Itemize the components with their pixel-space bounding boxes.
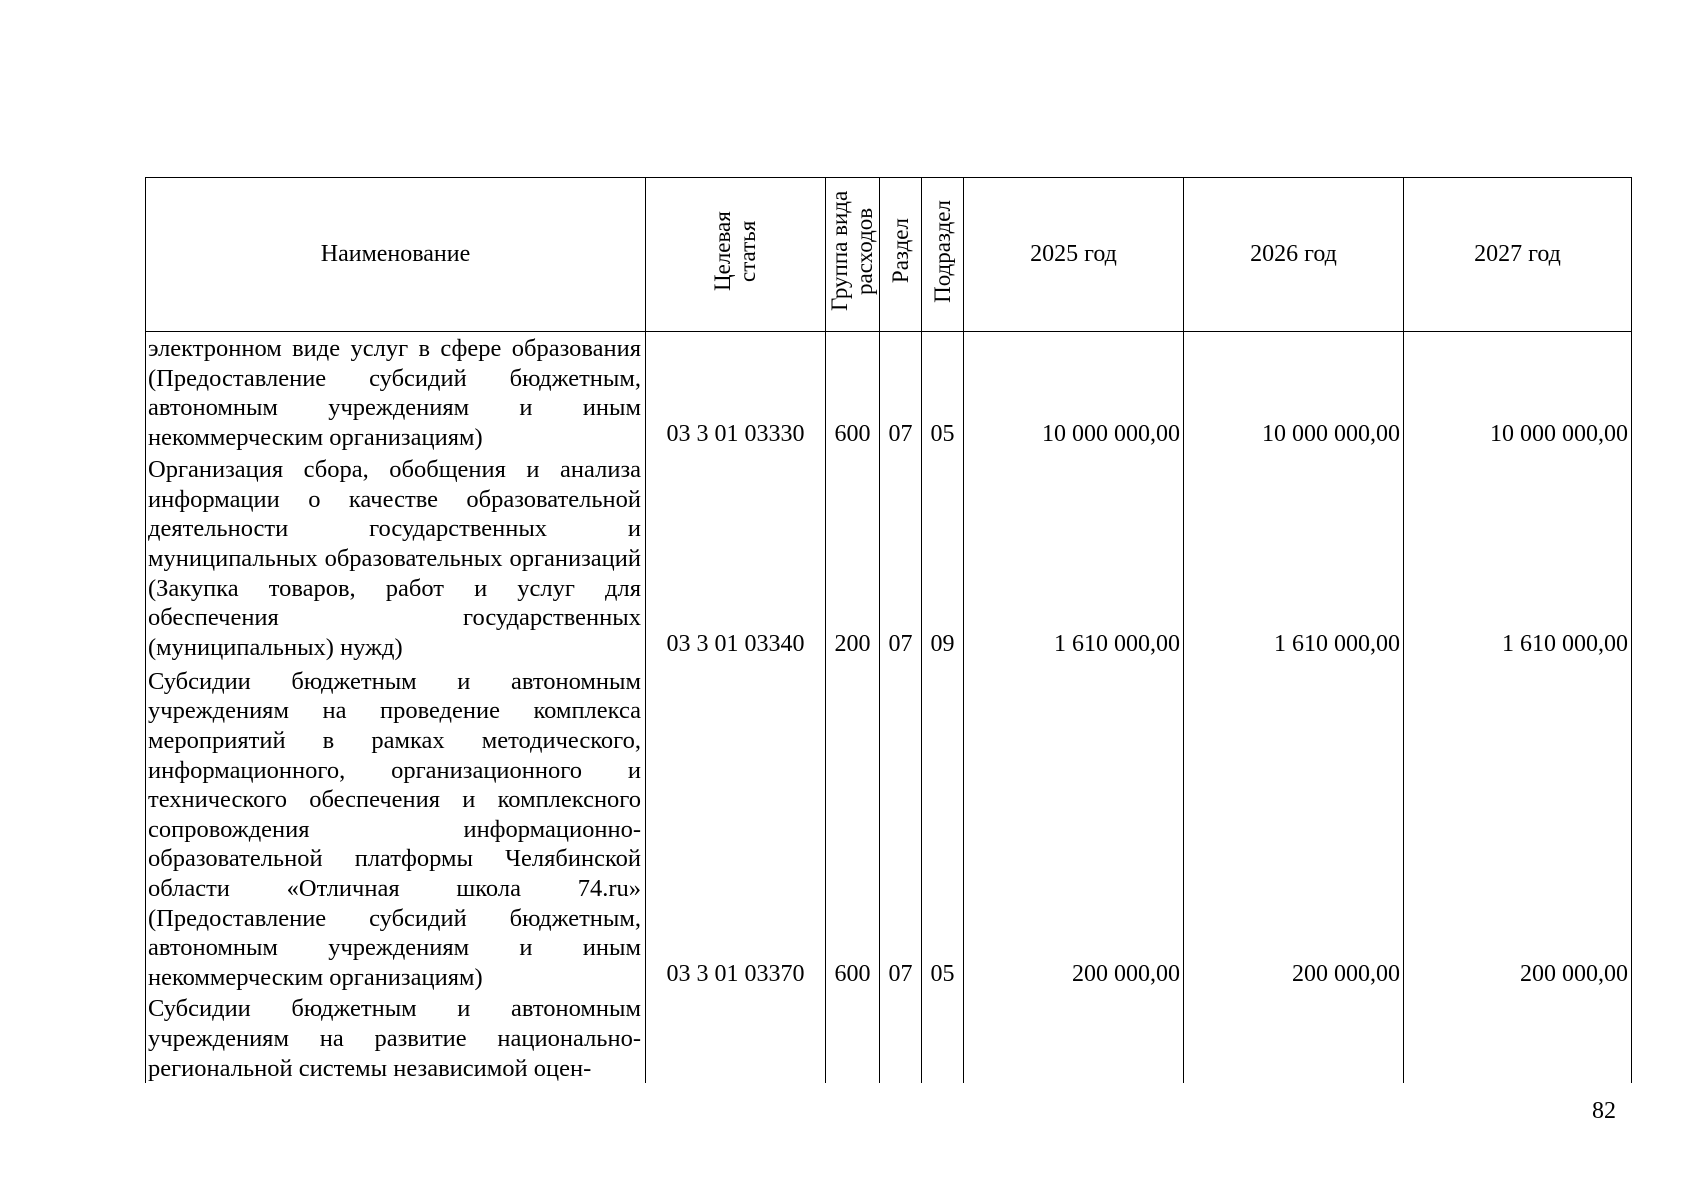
header-name: Наименование: [146, 178, 646, 332]
table-row: [146, 332, 1632, 453]
row-amount-2025: 200 000,00: [964, 662, 1184, 992]
table-header-row: [146, 178, 1632, 332]
row-section: 07: [880, 332, 922, 453]
page-number: 82: [1592, 1098, 1616, 1124]
header-year-2026: 2026 год: [1184, 178, 1404, 332]
row-target-article: 03 3 01 03370: [646, 662, 826, 992]
header-section: Раздел: [880, 178, 922, 332]
row-amount-2026: [1184, 992, 1404, 1083]
row-section: 07: [880, 452, 922, 662]
row-name: Организация сбора, обобщения и анализа информации о качестве образовательной деятельности государственных и муниципальных образовательных организаций (Закупка товаров, работ и услуг для обеспечения государственных (муниципальных) нужд): [146, 452, 646, 662]
row-subsection: 05: [922, 332, 964, 453]
row-target-article: 03 3 01 03330: [646, 332, 826, 453]
row-amount-2025: 10 000 000,00: [964, 332, 1184, 453]
header-target-article: Целевая статья: [646, 178, 826, 332]
row-amount-2026: 10 000 000,00: [1184, 332, 1404, 453]
row-amount-2027: 200 000,00: [1404, 662, 1632, 992]
row-expense-group: 200: [826, 452, 880, 662]
row-subsection: 05: [922, 662, 964, 992]
row-target-article: [646, 992, 826, 1083]
row-name: электронном виде услуг в сфере образования (Предоставление субсидий бюджетным, автономным учреждениям и иным некоммерческим организациям): [146, 332, 646, 453]
header-year-2025: 2025 год: [964, 178, 1184, 332]
header-expense-group: Группа вида расходов: [826, 178, 880, 332]
row-section: [880, 992, 922, 1083]
row-subsection: 09: [922, 452, 964, 662]
row-subsection: [922, 992, 964, 1083]
table-row: [146, 662, 1632, 992]
row-section: 07: [880, 662, 922, 992]
row-amount-2025: [964, 992, 1184, 1083]
row-amount-2027: [1404, 992, 1632, 1083]
header-subsection: Подраздел: [922, 178, 964, 332]
row-amount-2026: 1 610 000,00: [1184, 452, 1404, 662]
row-amount-2027: 1 610 000,00: [1404, 452, 1632, 662]
row-expense-group: 600: [826, 332, 880, 453]
table-row: [146, 452, 1632, 662]
row-amount-2027: 10 000 000,00: [1404, 332, 1632, 453]
row-amount-2026: 200 000,00: [1184, 662, 1404, 992]
table-row: [146, 992, 1632, 1083]
row-target-article: 03 3 01 03340: [646, 452, 826, 662]
row-name: Субсидии бюджетным и автономным учреждениям на проведение комплекса мероприятий в рамках методического, информационного, организационного и технического обеспечения и комплексного сопровождения информационно-образовательной платформы Челябинской области «Отличная школа 74.ru» (Предоставление субсидий бюджетным, автономным учреждениям и иным некоммерческим организациям): [146, 662, 646, 992]
row-expense-group: 600: [826, 662, 880, 992]
row-expense-group: [826, 992, 880, 1083]
header-year-2027: 2027 год: [1404, 178, 1632, 332]
budget-table: [145, 177, 1632, 1083]
row-amount-2025: 1 610 000,00: [964, 452, 1184, 662]
row-name: Субсидии бюджетным и автономным учреждениям на развитие национально-региональной системы независимой оцен-: [146, 992, 646, 1083]
